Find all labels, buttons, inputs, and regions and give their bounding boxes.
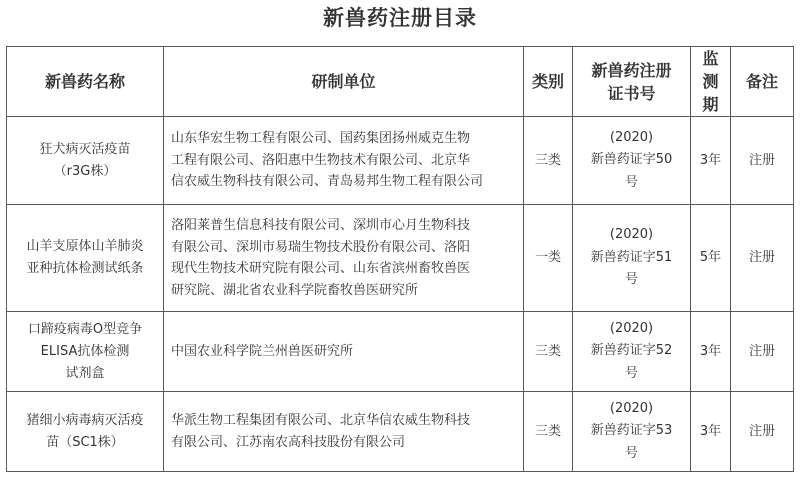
- drug-name-line: （r3G株）: [53, 163, 117, 179]
- header-row: [7, 47, 794, 117]
- category-cell: 三类: [524, 392, 573, 472]
- certificate-line: 号: [624, 365, 638, 381]
- page-title: 新兽药注册目录: [323, 6, 477, 30]
- note-cell: 注册: [731, 205, 794, 312]
- note-cell: 注册: [731, 312, 794, 392]
- header-cert-line: 新兽药注册: [591, 60, 672, 80]
- category-cell: 一类: [524, 205, 573, 312]
- certificate-cell: [573, 205, 691, 312]
- developer-cell: [164, 392, 524, 472]
- developer-line: 工程有限公司、洛阳惠中生物技术有限公司、北京华: [171, 152, 471, 168]
- table-row: [7, 205, 794, 312]
- certificate-cell: [573, 117, 691, 205]
- certificate-line: 号: [624, 272, 638, 288]
- header-monitor-line: 期: [702, 95, 719, 114]
- certificate-line: 号: [624, 174, 638, 190]
- developer-line: 现代生物技术研究院有限公司、山东省滨州畜牧兽医: [171, 261, 471, 276]
- monitor-period-cell: 3年: [691, 392, 731, 472]
- developer-line: 有限公司、深圳市易瑞生物技术股份有限公司、洛阳: [171, 239, 471, 255]
- header-monitor-line: 监测: [702, 49, 719, 91]
- table-row: [7, 312, 794, 392]
- certificate-line: (2020): [609, 320, 654, 336]
- drug-name-line: 亚种抗体检测试纸条: [26, 261, 144, 276]
- certificate-line: 新兽药证字52: [590, 343, 673, 359]
- developer-cell: [164, 117, 524, 205]
- developer-line: 华派生物工程集团有限公司、北京华信农威生物科技: [171, 413, 471, 428]
- developer-line: 信农威生物科技有限公司、青岛易邦生物工程有限公司: [171, 174, 484, 190]
- certificate-line: (2020): [609, 227, 654, 243]
- developer-line: 研究院、湖北省农业科学院畜牧兽医研究所: [171, 282, 419, 298]
- certificate-line: 新兽药证字51: [590, 249, 673, 265]
- header-name: 新兽药名称: [7, 47, 164, 117]
- drug-name-cell: [7, 392, 164, 472]
- drug-name-cell: [7, 117, 164, 205]
- developer-line: 洛阳莱普生信息科技有限公司、深圳市心月生物科技: [171, 218, 471, 233]
- drug-name-cell: [7, 205, 164, 312]
- header-cert-line: 证书号: [607, 83, 656, 103]
- header-unit: 研制单位: [164, 47, 524, 117]
- registration-table: [6, 46, 794, 472]
- monitor-period-cell: 5年: [691, 205, 731, 312]
- drug-name-line: 试剂盒: [65, 365, 105, 381]
- drug-name-line: 口蹄疫病毒O型竞争: [27, 321, 143, 337]
- note-cell: 注册: [731, 392, 794, 472]
- category-cell: 三类: [524, 312, 573, 392]
- certificate-cell: [573, 392, 691, 472]
- table-row: [7, 392, 794, 472]
- developer-line: 山东华宏生物工程有限公司、国药集团扬州威克生物: [171, 131, 471, 147]
- certificate-line: 号: [624, 445, 638, 461]
- drug-name-line: 猪细小病毒病灭活疫: [26, 412, 144, 428]
- certificate-line: 新兽药证字50: [590, 152, 673, 168]
- drug-name-line: 山羊支原体山羊肺炎: [26, 239, 144, 254]
- header-note: 备注: [731, 47, 794, 117]
- category-cell: 三类: [524, 117, 573, 205]
- developer-line: 有限公司、江苏南农高科技股份有限公司: [171, 434, 406, 450]
- drug-name-line: ELISA抗体检测: [40, 343, 130, 359]
- developer-cell: [164, 312, 524, 392]
- drug-name-cell: [7, 312, 164, 392]
- header-monitor: [691, 47, 731, 117]
- certificate-line: 新兽药证字53: [590, 423, 673, 439]
- header-cert: [573, 47, 691, 117]
- drug-name-line: 苗（SC1株）: [46, 434, 124, 450]
- developer-cell: [164, 205, 524, 312]
- table-row: [7, 117, 794, 205]
- header-category: 类别: [524, 47, 573, 117]
- developer-line: 中国农业科学院兰州兽医研究所: [171, 343, 354, 359]
- monitor-period-cell: 3年: [691, 117, 731, 205]
- certificate-line: (2020): [609, 129, 654, 145]
- monitor-period-cell: 3年: [691, 312, 731, 392]
- certificate-cell: [573, 312, 691, 392]
- certificate-line: (2020): [609, 400, 654, 416]
- drug-name-line: 狂犬病灭活疫苗: [39, 141, 131, 157]
- note-cell: 注册: [731, 117, 794, 205]
